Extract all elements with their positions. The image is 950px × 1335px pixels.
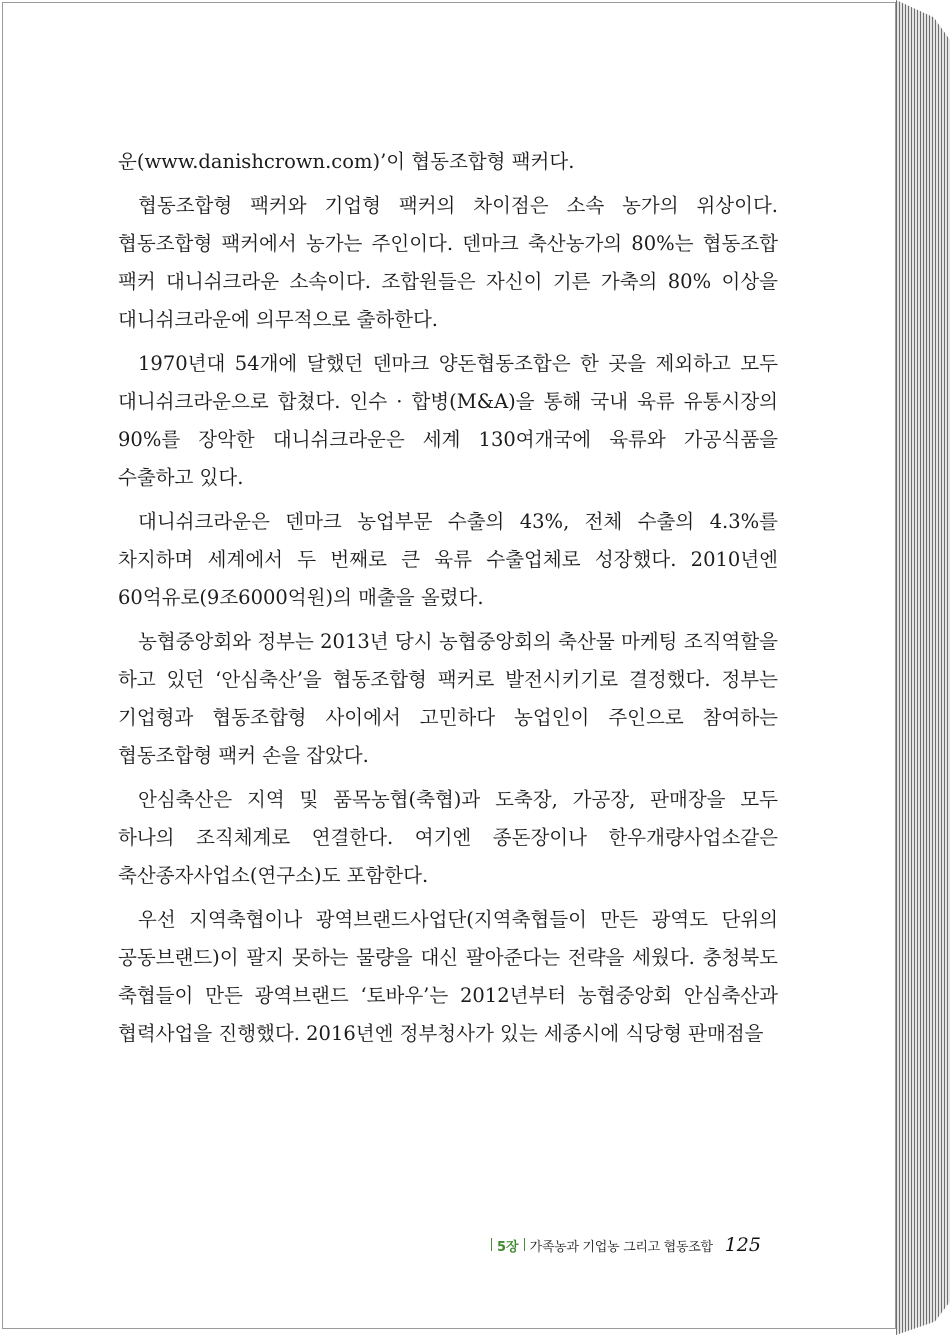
paragraph-2: 협동조합형 팩커와 기업형 팩커의 차이점은 소속 농가의 위상이다. 협동조합형 팩커에서 농가는 주인이다. 덴마크 축산농가의 80%는 협동조합 팩커 대니쉬크라운 소속이다. 조합원들은 자신이 기른 가축의 80% 이상을 대니쉬크라운에 의무적으로 출하한다. [118,194,778,331]
paragraph-6: 안심축산은 지역 및 품목농협(축협)과 도축장, 가공장, 판매장을 모두 하나의 조직체계로 연결한다. 여기엔 종돈장이나 한우개량사업소같은 축산종자사업소(연구소)도 포함한다. [118,788,778,887]
chapter-label: 5장 [497,1240,519,1255]
paragraph-5: 농협중앙회와 정부는 2013년 당시 농협중앙회의 축산물 마케팅 조직역할을 하고 있던 ‘안심축산’을 협동조합형 팩커로 발전시키기로 결정했다. 정부는 기업형과 협동조합형 사이에서 고민하다 농업인이 주인으로 참여하는 협동조합형 팩커 손을 잡았다. [118,630,778,767]
chapter-title: 가족농과 기업농 그리고 협동조합 [529,1240,713,1255]
page-number: 125 [724,1234,761,1256]
divider [524,1238,525,1251]
divider [491,1238,492,1251]
paragraph-3: 1970년대 54개에 달했던 덴마크 양돈협동조합은 한 곳을 제외하고 모두 대니쉬크라운으로 합쳤다. 인수 · 합병(M&A)을 통해 국내 육류 유통시장의 90%를 장악한 대니쉬크라운은 세계 130여개국에 육류와 가공식품을 수출하고 있다. [118,352,778,489]
paragraph-7: 우선 지역축협이나 광역브랜드사업단(지역축협들이 만든 광역도 단위의 공동브랜드)이 팔지 못하는 물량을 대신 팔아준다는 전략을 세웠다. 충청북도 축협들이 만든 광역브랜드 ‘토바우’는 2012년부터 농협중앙회 안심축산과 협력사업을 진행했다. 2016년엔 정부청사가 있는 세종시에 식당형 판매점을 [118,908,778,1045]
paragraph-4: 대니쉬크라운은 덴마크 농업부문 수출의 43%, 전체 수출의 4.3%를 차지하며 세계에서 두 번째로 큰 육류 수출업체로 성장했다. 2010년엔 60억유로(9조6000억원)의 매출을 올렸다. [118,510,778,609]
running-footer [486,1234,761,1256]
body-text [118,143,778,1059]
paragraph-1: 운(www.danishcrown.com)’이 협동조합형 팩커다. [118,150,575,173]
page-edges [896,0,950,1335]
page-edge-stack [896,0,950,1335]
